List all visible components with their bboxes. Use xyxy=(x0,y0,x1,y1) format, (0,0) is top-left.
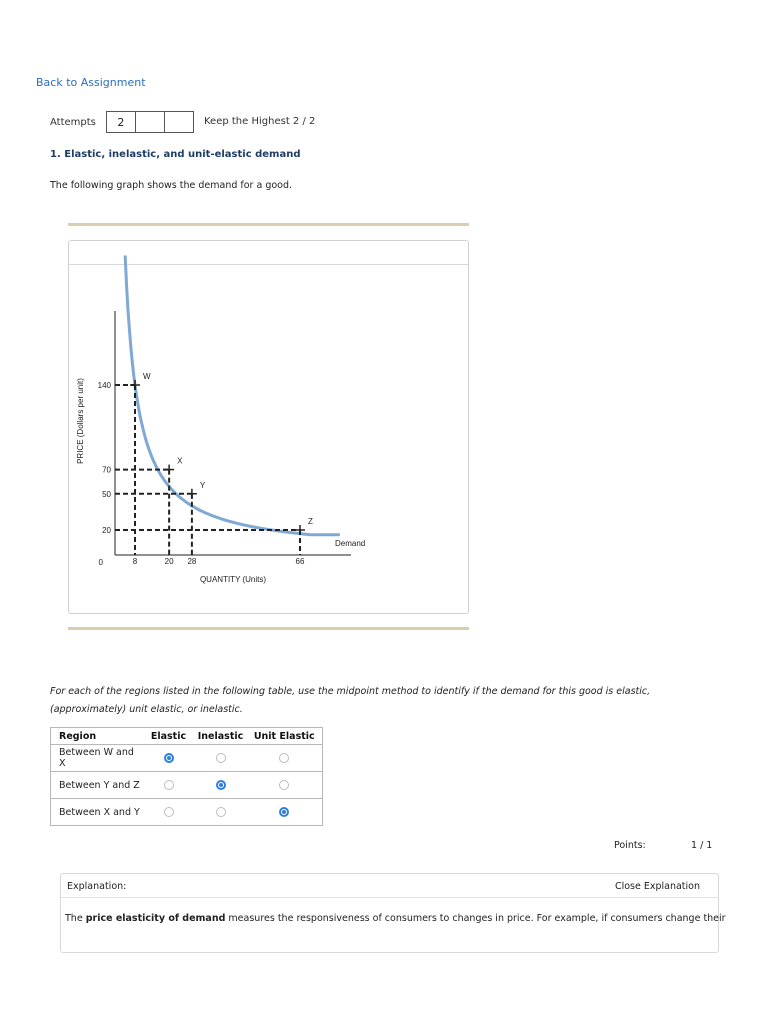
point-label-z: Z xyxy=(307,517,313,526)
radio-unit-elastic[interactable] xyxy=(279,780,289,790)
radio-elastic[interactable] xyxy=(164,807,174,817)
radio-cell xyxy=(247,772,323,799)
y-tick-label: 70 xyxy=(102,465,111,475)
attempts-label: Attempts xyxy=(50,116,96,128)
radio-cell xyxy=(143,745,195,772)
point-label-x: X xyxy=(177,456,183,466)
y-tick-label: 50 xyxy=(102,489,111,499)
radio-cell xyxy=(195,772,247,799)
attempts-row xyxy=(50,111,194,133)
origin-label: 0 xyxy=(98,558,103,567)
region-label: Between X and Y xyxy=(51,799,143,826)
table-row xyxy=(51,799,323,826)
x-axis-label: QUANTITY (Units) xyxy=(199,575,267,584)
radio-cell xyxy=(247,799,323,826)
column-header-elastic: Elastic xyxy=(143,728,195,745)
region-label: Between Y and Z xyxy=(51,772,143,799)
radio-cell xyxy=(143,772,195,799)
point-label-w: W xyxy=(142,372,151,381)
radio-inelastic[interactable] xyxy=(216,807,226,817)
attempt-boxes xyxy=(106,111,194,133)
points-label: Points: xyxy=(614,840,646,851)
radio-cell xyxy=(195,745,247,772)
y-tick-label: 140 xyxy=(97,381,111,390)
points-value: 1 / 1 xyxy=(691,840,713,851)
radio-elastic[interactable] xyxy=(164,780,174,790)
table-header-row xyxy=(51,728,323,745)
elasticity-table xyxy=(50,727,323,826)
explanation-text-lead: The xyxy=(65,913,86,924)
region-label: Between W and X xyxy=(51,745,143,772)
explanation-text xyxy=(65,913,726,924)
graph-top-divider xyxy=(68,223,469,226)
explanation-title: Explanation: xyxy=(67,881,127,892)
keep-highest-text: Keep the Highest 2 / 2 xyxy=(204,116,316,127)
table-row xyxy=(51,772,323,799)
explanation-term: price elasticity of demand xyxy=(85,913,226,924)
y-tick-label: 20 xyxy=(102,526,111,535)
radio-unit-elastic[interactable] xyxy=(279,753,289,763)
radio-unit-elastic[interactable] xyxy=(279,807,289,817)
radio-cell xyxy=(195,799,247,826)
radio-inelastic[interactable] xyxy=(216,780,226,790)
column-header-inelastic: Inelastic xyxy=(195,728,247,745)
explanation-panel xyxy=(60,873,726,953)
x-tick-label: 8 xyxy=(132,557,138,566)
series-label-demand: Demand xyxy=(335,539,366,548)
column-header-unit-elastic: Unit Elastic xyxy=(247,728,323,745)
graph-panel xyxy=(68,240,469,614)
radio-cell xyxy=(143,799,195,826)
demand-chart xyxy=(69,241,470,615)
explanation-text-rest: measures the responsiveness of consumers to changes in price. For example, if consumers change their xyxy=(225,913,726,924)
y-axis-label: PRICE (Dollars per unit) xyxy=(76,378,85,464)
table-row xyxy=(51,745,323,772)
explanation-header xyxy=(61,874,718,898)
graph-bottom-divider xyxy=(68,627,469,630)
question-title: 1. Elastic, inelastic, and unit-elastic demand xyxy=(50,149,301,160)
attempt-box-1: 2 xyxy=(106,111,136,133)
attempt-box-2 xyxy=(135,111,165,133)
radio-inelastic[interactable] xyxy=(216,753,226,763)
attempt-box-3 xyxy=(164,111,194,133)
x-tick-label: 20 xyxy=(164,557,174,566)
back-to-assignment-link[interactable]: Back to Assignment xyxy=(36,76,146,89)
x-tick-label: 66 xyxy=(295,557,305,566)
question-intro: The following graph shows the demand for a good. xyxy=(50,180,293,191)
point-label-y: Y xyxy=(199,480,206,490)
column-header-region: Region xyxy=(51,728,143,745)
close-explanation-button[interactable]: Close Explanation xyxy=(614,881,700,892)
x-tick-label: 28 xyxy=(187,557,197,566)
radio-elastic[interactable] xyxy=(164,753,174,763)
table-instructions: For each of the regions listed in the following table, use the midpoint method to identify if the demand for this good is elastic, (approximately) unit elastic, or inelastic. xyxy=(50,686,651,715)
radio-cell xyxy=(247,745,323,772)
